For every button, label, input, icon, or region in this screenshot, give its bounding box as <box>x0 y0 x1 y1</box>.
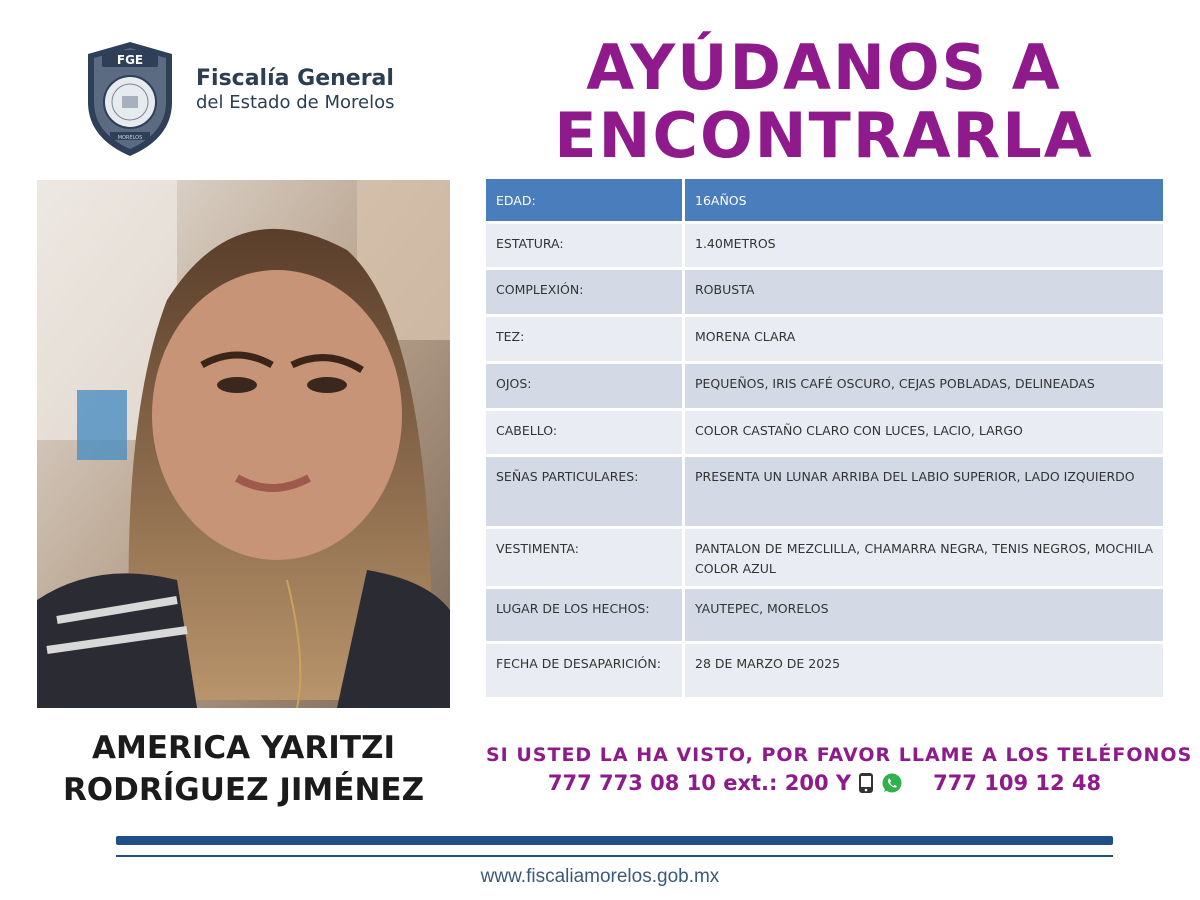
row-label: VESTIMENTA: <box>486 528 684 588</box>
footer-divider-thin <box>116 855 1113 857</box>
missing-person-photo <box>37 180 450 708</box>
row-label: TEZ: <box>486 316 684 363</box>
website-link[interactable]: www.fiscaliamorelos.gob.mx <box>480 866 720 887</box>
badge-text: FGE <box>116 53 144 67</box>
table-row-location <box>486 588 1163 643</box>
row-value: 28 DE MARZO DE 2025 <box>684 643 1164 699</box>
table-row-date <box>486 643 1163 699</box>
row-value: MORENA CLARA <box>684 316 1164 363</box>
row-label: ESTATURA: <box>486 223 684 269</box>
row-value: ROBUSTA <box>684 269 1164 316</box>
row-value: YAUTEPEC, MORELOS <box>684 588 1164 643</box>
row-value: PEQUEÑOS, IRIS CAFÉ OSCURO, CEJAS POBLADAS, DELINEADAS <box>684 363 1164 410</box>
portrait-illustration <box>37 180 450 708</box>
row-label: COMPLEXIÓN: <box>486 269 684 316</box>
table-row-eyes <box>486 363 1163 410</box>
name-line-1: AMERICA YARITZI <box>92 730 395 766</box>
agency-name: Fiscalía General <box>196 66 394 91</box>
row-label: FECHA DE DESAPARICIÓN: <box>486 643 684 699</box>
row-value: COLOR CASTAÑO CLARO CON LUCES, LACIO, LARGO <box>684 410 1164 456</box>
headline-line-1: AYÚDANOS A <box>586 31 1062 104</box>
person-name <box>37 727 450 811</box>
table-row-skin <box>486 316 1163 363</box>
row-label: OJOS: <box>486 363 684 410</box>
whatsapp-icon <box>881 772 903 794</box>
agency-subname: del Estado de Morelos <box>196 92 395 113</box>
headline <box>486 31 1162 172</box>
description-table <box>486 179 1163 700</box>
phone-number-2[interactable]: 777 109 12 48 <box>933 771 1102 795</box>
row-label: EDAD: <box>486 179 684 223</box>
agency-logo <box>84 40 424 160</box>
fge-shield-icon <box>84 40 176 158</box>
table-row-build <box>486 269 1163 316</box>
mobile-phone-icon <box>857 772 875 794</box>
badge-bottom-text: MORELOS <box>117 135 143 141</box>
row-value: PANTALON DE MEZCLILLA, CHAMARRA NEGRA, TENIS NEGROS, MOCHILA COLOR AZUL <box>684 528 1164 588</box>
row-label: CABELLO: <box>486 410 684 456</box>
table-row-marks <box>486 456 1163 528</box>
table-row-age <box>486 179 1163 223</box>
row-label: LUGAR DE LOS HECHOS: <box>486 588 684 643</box>
footer-divider-thick <box>116 836 1113 845</box>
row-label: SEÑAS PARTICULARES: <box>486 456 684 528</box>
row-value: 16AÑOS <box>684 179 1164 223</box>
row-value: 1.40METROS <box>684 223 1164 269</box>
headline-line-2: ENCONTRARLA <box>554 99 1094 172</box>
table-row-hair <box>486 410 1163 456</box>
row-value: PRESENTA UN LUNAR ARRIBA DEL LABIO SUPERIOR, LADO IZQUIERDO <box>684 456 1164 528</box>
table-row-clothing <box>486 528 1163 588</box>
name-line-2: RODRÍGUEZ JIMÉNEZ <box>62 772 425 808</box>
contact-instruction: SI USTED LA HA VISTO, POR FAVOR LLAME A LOS TELÉFONOS <box>486 744 1193 766</box>
phone-number-1[interactable]: 777 773 08 10 ext.: 200 Y <box>547 771 852 795</box>
table-row-height <box>486 223 1163 269</box>
contact-block <box>486 742 1193 798</box>
